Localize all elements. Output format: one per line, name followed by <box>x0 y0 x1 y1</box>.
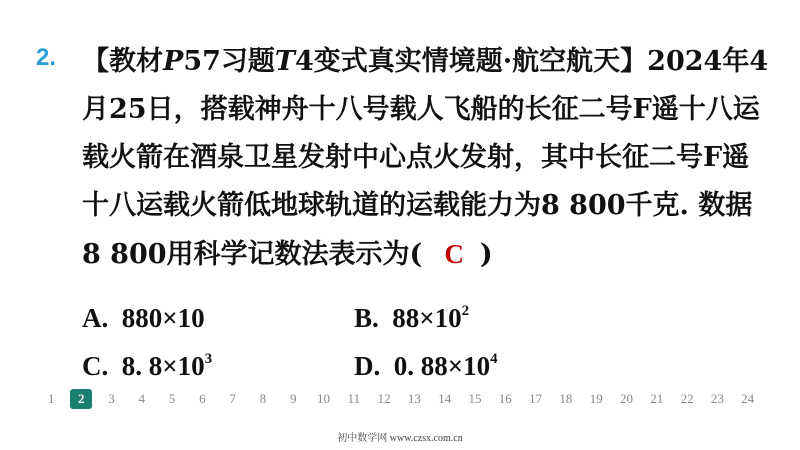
question-line-1 <box>82 44 768 80</box>
page-link[interactable]: 8 <box>259 391 267 406</box>
option-exponent: 4 <box>490 351 498 367</box>
page-link[interactable]: 16 <box>498 391 512 406</box>
question-line-3: 载火箭在酒泉卫星发射中心点火发射，其中长征二号F遥 <box>82 142 750 173</box>
question-text-part: 【教材 <box>82 46 163 77</box>
option-d[interactable] <box>354 341 498 384</box>
page-link[interactable]: 20 <box>619 391 633 406</box>
question-line-2: 月25日，搭载神舟十八号载人飞船的长征二号F遥十八运 <box>82 94 760 125</box>
task-variable: T <box>274 46 295 77</box>
page-link[interactable]: 9 <box>289 391 297 406</box>
page-link[interactable]: 10 <box>317 391 331 406</box>
option-label: C. <box>82 351 109 381</box>
page-link-current[interactable]: 2 <box>70 389 92 409</box>
page-link[interactable]: 17 <box>529 391 543 406</box>
option-a[interactable] <box>82 293 205 336</box>
page-link[interactable]: 23 <box>710 391 724 406</box>
option-value: 0. 88×10 <box>393 351 491 381</box>
page-link[interactable]: 22 <box>680 391 694 406</box>
page-link[interactable]: 3 <box>108 391 115 406</box>
question-line-5 <box>82 236 493 273</box>
page-link[interactable]: 14 <box>438 391 452 406</box>
page-link[interactable]: 12 <box>377 391 391 406</box>
answer-mark: C <box>444 239 464 269</box>
option-label: A. <box>82 303 109 333</box>
page-link[interactable]: 24 <box>741 391 755 406</box>
page-link[interactable]: 1 <box>47 391 55 406</box>
question-text-part: 8 800用科学记数法表示为( <box>82 239 423 270</box>
option-value: 880×10 <box>121 303 205 333</box>
option-value: 8. 8×10 <box>121 351 205 381</box>
option-value: 88×10 <box>392 303 462 333</box>
page-link[interactable]: 5 <box>168 391 176 406</box>
question-line-4: 十八运载火箭低地球轨道的运载能力为8 800千克. 数据 <box>82 190 753 221</box>
page-link[interactable]: 11 <box>347 391 361 406</box>
page-link[interactable]: 7 <box>229 391 236 406</box>
option-label: B. <box>354 303 379 333</box>
page-link[interactable]: 21 <box>650 391 664 406</box>
page-link[interactable]: 15 <box>468 391 482 406</box>
pagination <box>36 389 763 409</box>
page-link[interactable]: 18 <box>559 391 573 406</box>
option-label: D. <box>354 351 381 381</box>
question-text-part: 57习题 <box>183 46 275 77</box>
page-link[interactable]: 19 <box>589 391 603 406</box>
option-exponent: 2 <box>461 303 470 319</box>
option-exponent: 3 <box>204 351 213 367</box>
option-b[interactable] <box>354 293 469 336</box>
option-c[interactable] <box>82 341 212 384</box>
question-number: 2. <box>36 44 57 71</box>
page-variable: P <box>163 46 184 77</box>
page-link[interactable]: 6 <box>199 391 206 406</box>
question-text-part: ) <box>479 239 493 270</box>
question-text-part: 4变式真实情境题·航空航天】2024年4 <box>294 46 769 77</box>
footer-watermark: 初中数学网 www.czsx.com.cn <box>337 433 463 444</box>
page-link[interactable]: 13 <box>407 391 421 406</box>
page-link[interactable]: 4 <box>138 391 145 406</box>
